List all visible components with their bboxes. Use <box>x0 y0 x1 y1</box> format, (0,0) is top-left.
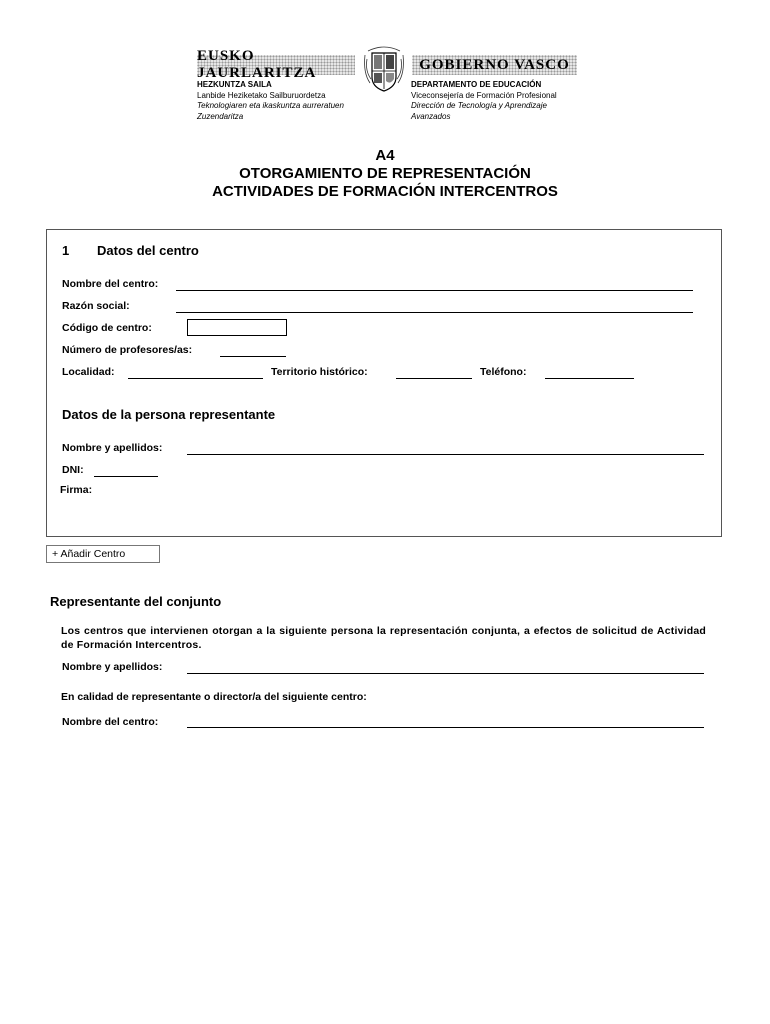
territorio-field[interactable] <box>396 378 472 379</box>
basque-government-crest-icon <box>362 43 406 95</box>
representante-heading: Datos de la persona representante <box>62 407 276 422</box>
centro-section-box <box>46 229 722 537</box>
add-centro-button[interactable]: + Añadir Centro <box>46 545 160 563</box>
header-left-text <box>197 80 344 122</box>
conjunto-nombre-label: Nombre y apellidos: <box>62 661 163 673</box>
dni-field[interactable] <box>94 476 158 477</box>
razon-social-label: Razón social: <box>62 300 130 312</box>
form-code: A4 <box>375 147 395 164</box>
header-left-dir-2: Zuzendaritza <box>197 111 244 121</box>
localidad-label: Localidad: <box>62 366 115 378</box>
codigo-centro-label: Código de centro: <box>62 322 152 334</box>
header-left-vice: Lanbide Heziketako Sailburuordetza <box>197 90 326 100</box>
form-subtitle: ACTIVIDADES DE FORMACIÓN INTERCENTROS <box>212 183 558 200</box>
telefono-field[interactable] <box>545 378 634 379</box>
centro-heading: Datos del centro <box>97 243 199 258</box>
header-left-dir-1: Teknologiaren eta ikaskuntza aurreratuen <box>197 101 344 110</box>
firma-label: Firma: <box>60 484 93 496</box>
conjunto-heading: Representante del conjunto <box>50 594 222 609</box>
conjunto-paragraph: Los centros que intervienen otorgan a la siguiente persona la representación conjunta, a efectos de solicitud de Actividad de Formación Intercentros. <box>61 625 706 651</box>
telefono-label: Teléfono: <box>480 366 527 378</box>
gobierno-vasco-band: GOBIERNO VASCO <box>412 55 577 75</box>
form-title: OTORGAMIENTO DE REPRESENTACIÓN <box>239 165 531 182</box>
header-right-dept: DEPARTAMENTO DE EDUCACIÓN <box>411 80 542 89</box>
rep-nombre-label: Nombre y apellidos: <box>62 442 163 454</box>
conjunto-centro-field[interactable] <box>187 727 704 728</box>
header-left-dept: HEZKUNTZA SAILA <box>197 80 272 89</box>
codigo-centro-field[interactable] <box>187 319 287 336</box>
header-right-dir-1: Dirección de Tecnología y Aprendizaje <box>411 101 547 110</box>
dni-label: DNI: <box>62 464 84 476</box>
territorio-label: Territorio histórico: <box>271 366 368 378</box>
header-right-vice: Viceconsejería de Formación Profesional <box>411 90 557 100</box>
calidad-text: En calidad de representante o director/a del siguiente centro: <box>61 691 367 703</box>
razon-social-field[interactable] <box>176 312 693 313</box>
profesores-field[interactable] <box>220 356 286 357</box>
localidad-field[interactable] <box>128 378 263 379</box>
conjunto-nombre-field[interactable] <box>187 673 704 674</box>
eusko-jaurlaritza-band: EUSKO JAURLARITZA <box>197 55 355 75</box>
conjunto-centro-label: Nombre del centro: <box>62 716 159 728</box>
header-right-text <box>411 80 557 122</box>
nombre-centro-label: Nombre del centro: <box>62 278 159 290</box>
nombre-centro-field[interactable] <box>176 290 693 291</box>
profesores-label: Número de profesores/as: <box>62 344 193 356</box>
rep-nombre-field[interactable] <box>187 454 704 455</box>
header-right-dir-2: Avanzados <box>411 111 451 121</box>
section-number: 1 <box>62 243 70 258</box>
